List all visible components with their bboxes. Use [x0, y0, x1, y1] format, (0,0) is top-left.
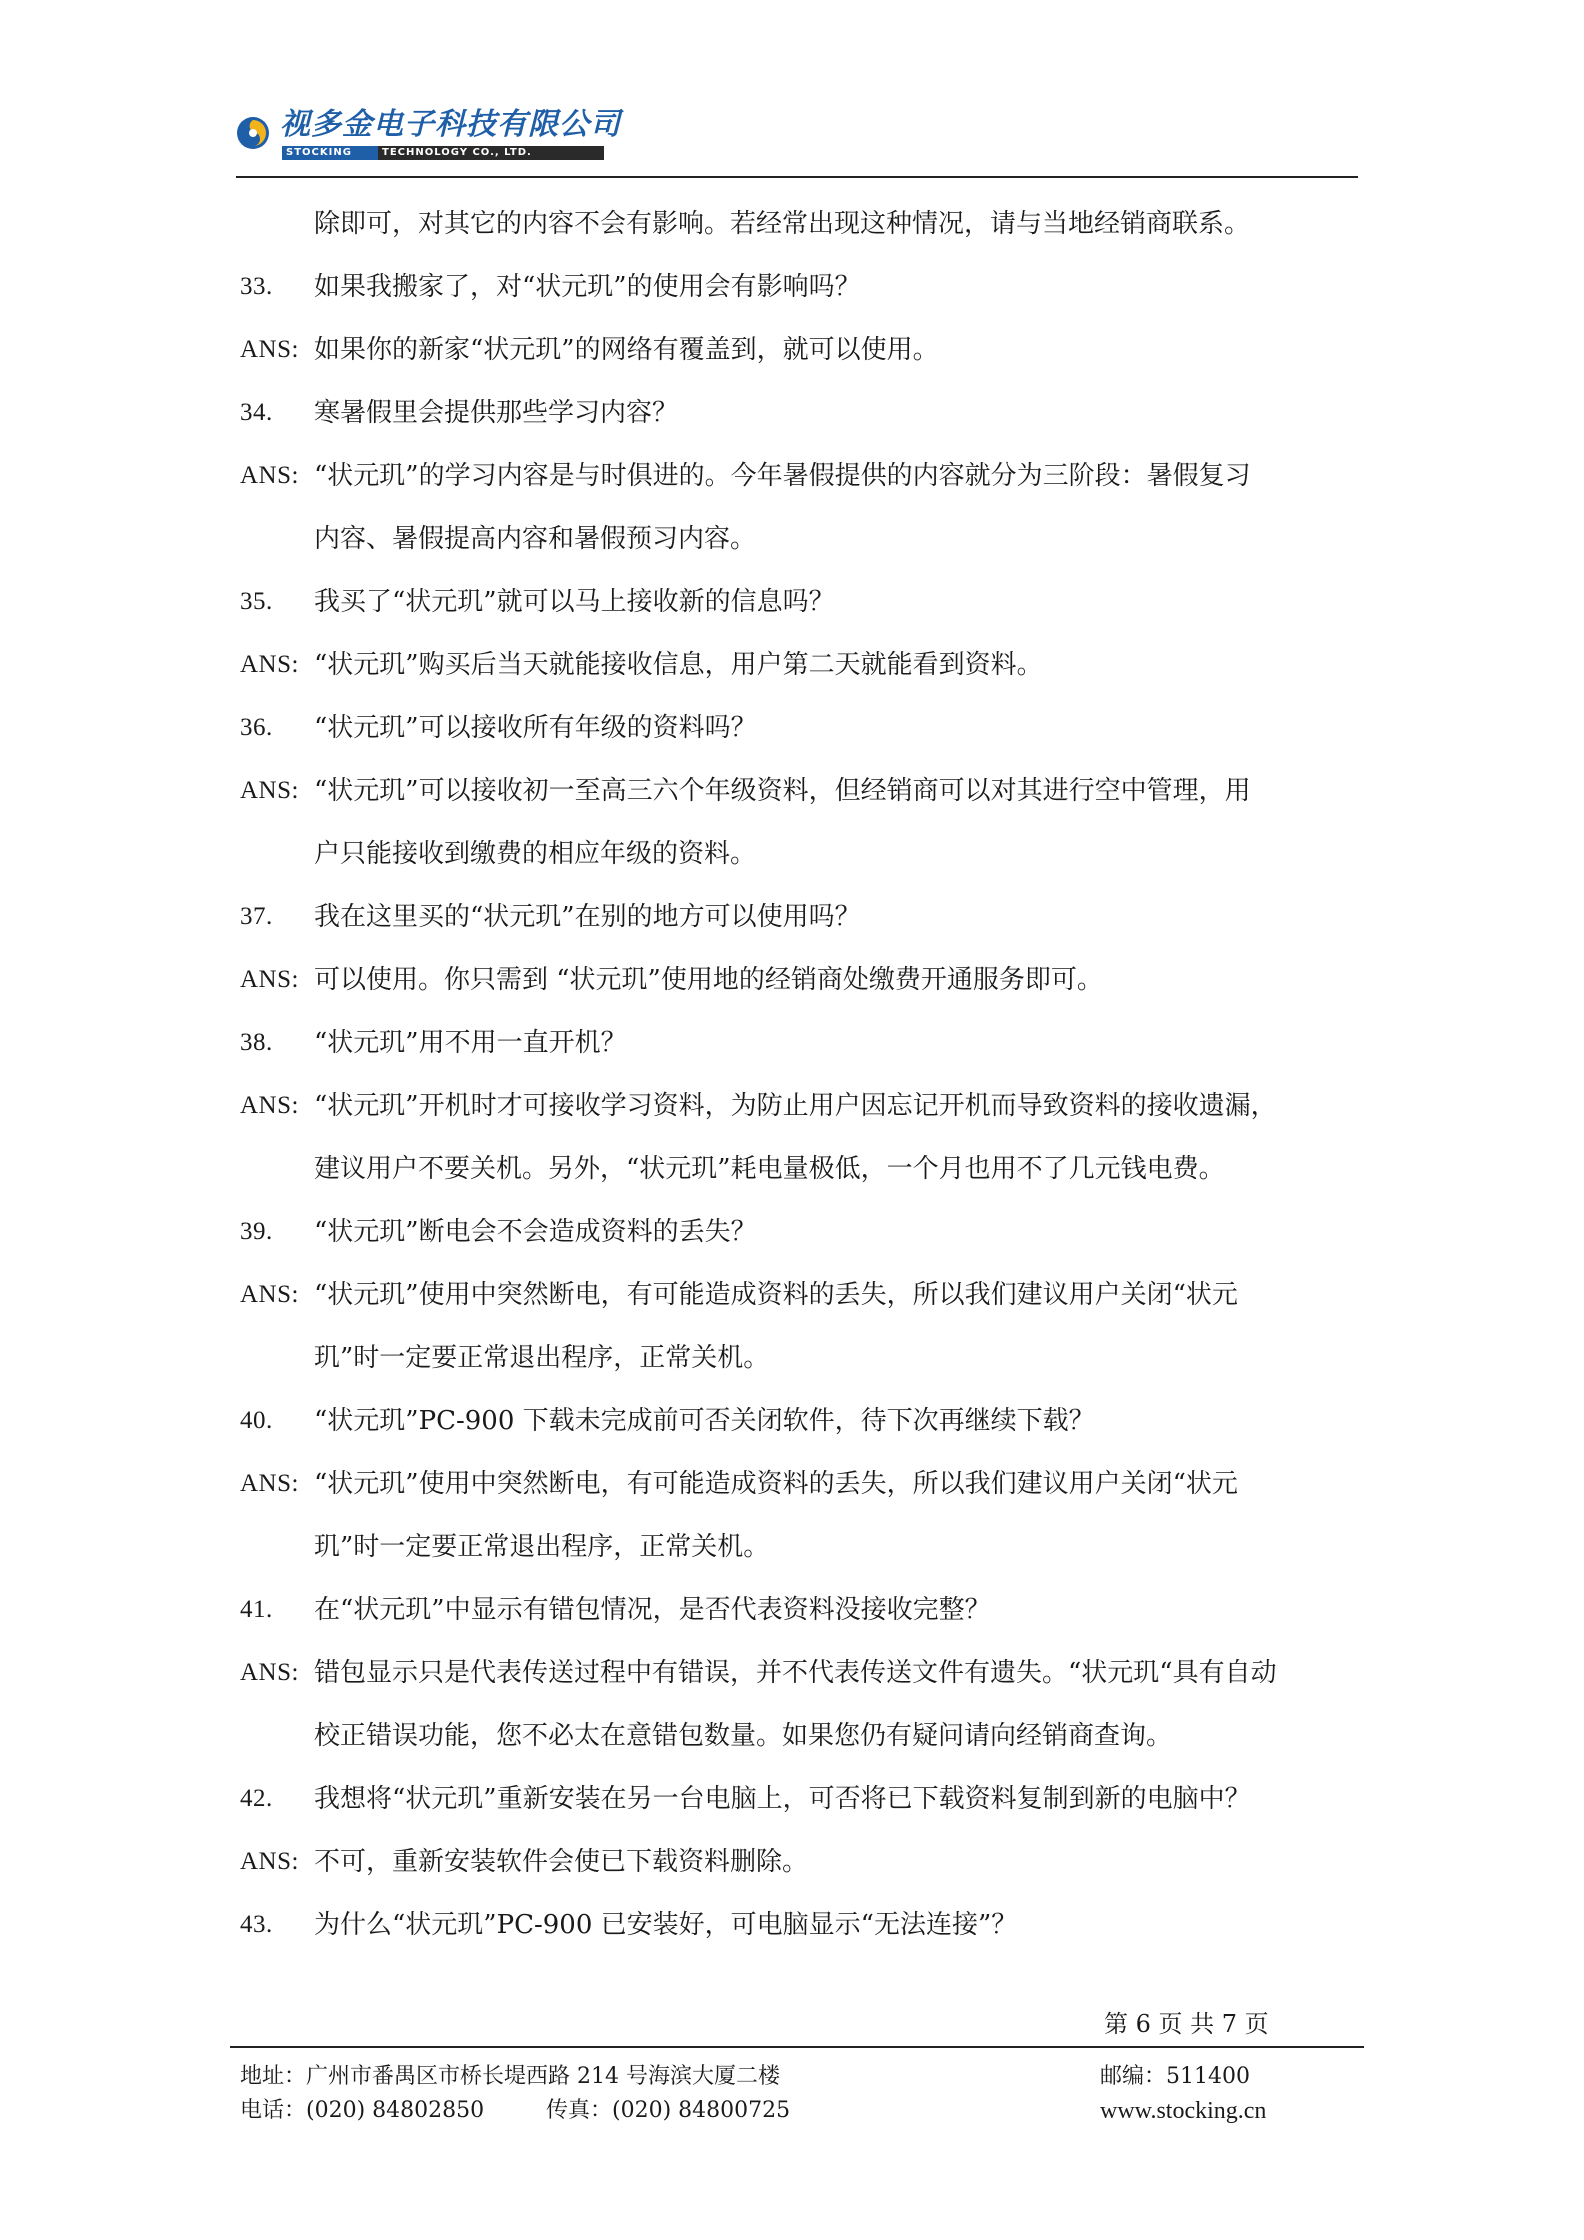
- question-number: 35.: [240, 588, 273, 615]
- question-line: [240, 387, 1360, 450]
- footer-divider: [230, 2046, 1364, 2048]
- question-line: [240, 576, 1360, 639]
- question-text: “状元玑”断电会不会造成资料的丢失？: [314, 1217, 757, 1247]
- answer-label: ANS:: [240, 1281, 299, 1308]
- question-line: [240, 1017, 1360, 1080]
- footer-phone: 电话：(020) 84802850: [240, 2098, 485, 2123]
- continuation-text: 玑”时一定要正常退出程序，正常关机。: [314, 1343, 770, 1373]
- continuation-text: 玑”时一定要正常退出程序，正常关机。: [314, 1532, 770, 1562]
- continuation-text: 校正错误功能，您不必太在意错包数量。如果您仍有疑问请向经销商查询。: [314, 1721, 1173, 1751]
- answer-label: ANS:: [240, 777, 299, 804]
- continuation-line: [240, 198, 1360, 261]
- question-text: 寒暑假里会提供那些学习内容？: [314, 398, 679, 428]
- question-number: 41.: [240, 1596, 273, 1623]
- question-text: 我想将“状元玑”重新安装在另一台电脑上，可否将已下载资料复制到新的电脑中？: [314, 1784, 1251, 1814]
- continuation-text: 内容、暑假提高内容和暑假预习内容。: [314, 524, 757, 554]
- footer-address: 地址：广州市番禺区市桥长堤西路 214 号海滨大厦二楼: [240, 2064, 780, 2089]
- company-english-name-part-2: TECHNOLOGY CO., LTD.: [378, 146, 604, 160]
- question-text: 为什么“状元玑”PC-900 已安装好，可电脑显示“无法连接”？: [314, 1910, 1018, 1940]
- continuation-text: 建议用户不要关机。另外，“状元玑”耗电量极低，一个月也用不了几元钱电费。: [314, 1154, 1225, 1184]
- company-logo-icon: [236, 116, 270, 150]
- answer-label: ANS:: [240, 1092, 299, 1119]
- answer-label: ANS:: [240, 966, 299, 993]
- answer-text: 如果你的新家“状元玑”的网络有覆盖到，就可以使用。: [314, 335, 939, 365]
- answer-text: 不可，重新安装软件会使已下载资料删除。: [314, 1847, 809, 1877]
- footer-fax: 传真：(020) 84800725: [546, 2098, 791, 2123]
- answer-label: ANS:: [240, 1659, 299, 1686]
- letterhead: [236, 107, 621, 160]
- answer-text: 错包显示只是代表传送过程中有错误，并不代表传送文件有遗失。“状元玑“具有自动: [314, 1658, 1277, 1688]
- question-number: 37.: [240, 903, 273, 930]
- question-text: “状元玑”可以接收所有年级的资料吗？: [314, 713, 757, 743]
- question-line: [240, 1899, 1360, 1962]
- answer-line: [240, 954, 1360, 1017]
- answer-text: “状元玑”购买后当天就能接收信息，用户第二天就能看到资料。: [314, 650, 1043, 680]
- question-line: [240, 1395, 1360, 1458]
- continuation-text: 除即可，对其它的内容不会有影响。若经常出现这种情况，请与当地经销商联系。: [314, 209, 1251, 239]
- question-number: 34.: [240, 399, 273, 426]
- company-name: 视多金电子科技有限公司: [280, 107, 621, 142]
- faq-content: [240, 198, 1360, 1962]
- question-number: 36.: [240, 714, 273, 741]
- question-number: 33.: [240, 273, 273, 300]
- answer-label: ANS:: [240, 1470, 299, 1497]
- question-text: 我在这里买的“状元玑”在别的地方可以使用吗？: [314, 902, 861, 932]
- answer-line: [240, 1080, 1360, 1143]
- answer-label: ANS:: [240, 1848, 299, 1875]
- continuation-text: 户只能接收到缴费的相应年级的资料。: [314, 839, 757, 869]
- answer-label: ANS:: [240, 462, 299, 489]
- footer-postcode: 邮编：511400: [1100, 2064, 1250, 2089]
- question-number: 40.: [240, 1407, 273, 1434]
- answer-text: “状元玑”使用中突然断电，有可能造成资料的丢失，所以我们建议用户关闭“状元: [314, 1469, 1238, 1499]
- question-number: 38.: [240, 1029, 273, 1056]
- question-text: 在“状元玑”中显示有错包情况，是否代表资料没接收完整？: [314, 1595, 991, 1625]
- continuation-line: [240, 1710, 1360, 1773]
- continuation-line: [240, 828, 1360, 891]
- answer-line: [240, 1836, 1360, 1899]
- question-text: “状元玑”PC-900 下载未完成前可否关闭软件，待下次再继续下载？: [314, 1406, 1095, 1436]
- answer-label: ANS:: [240, 336, 299, 363]
- header-divider: [236, 176, 1358, 178]
- answer-text: “状元玑”的学习内容是与时俱进的。今年暑假提供的内容就分为三阶段：暑假复习: [314, 461, 1251, 491]
- answer-text: “状元玑”可以接收初一至高三六个年级资料，但经销商可以对其进行空中管理，用: [314, 776, 1251, 806]
- answer-line: [240, 1647, 1360, 1710]
- footer-website: www.stocking.cn: [1100, 2098, 1267, 2124]
- question-text: 如果我搬家了，对“状元玑”的使用会有影响吗？: [314, 272, 861, 302]
- page-number: 第 6 页 共 7 页: [1104, 2010, 1269, 2038]
- answer-text: 可以使用。你只需到 “状元玑”使用地的经销商处缴费开通服务即可。: [314, 965, 1103, 995]
- question-line: [240, 1773, 1360, 1836]
- continuation-line: [240, 513, 1360, 576]
- answer-text: “状元玑”开机时才可接收学习资料，为防止用户因忘记开机而导致资料的接收遗漏，: [314, 1091, 1277, 1121]
- question-line: [240, 702, 1360, 765]
- question-number: 42.: [240, 1785, 273, 1812]
- answer-line: [240, 765, 1360, 828]
- company-english-name-part-1: STOCKING: [282, 146, 378, 160]
- question-line: [240, 1584, 1360, 1647]
- company-english-name: [282, 146, 604, 160]
- answer-line: [240, 450, 1360, 513]
- question-text: “状元玑”用不用一直开机？: [314, 1028, 627, 1058]
- answer-line: [240, 1458, 1360, 1521]
- question-number: 43.: [240, 1911, 273, 1938]
- answer-line: [240, 1269, 1360, 1332]
- answer-line: [240, 324, 1360, 387]
- question-line: [240, 891, 1360, 954]
- question-number: 39.: [240, 1218, 273, 1245]
- question-text: 我买了“状元玑”就可以马上接收新的信息吗？: [314, 587, 835, 617]
- question-line: [240, 1206, 1360, 1269]
- question-line: [240, 261, 1360, 324]
- answer-label: ANS:: [240, 651, 299, 678]
- continuation-line: [240, 1143, 1360, 1206]
- continuation-line: [240, 1332, 1360, 1395]
- continuation-line: [240, 1521, 1360, 1584]
- answer-line: [240, 639, 1360, 702]
- answer-text: “状元玑”使用中突然断电，有可能造成资料的丢失，所以我们建议用户关闭“状元: [314, 1280, 1238, 1310]
